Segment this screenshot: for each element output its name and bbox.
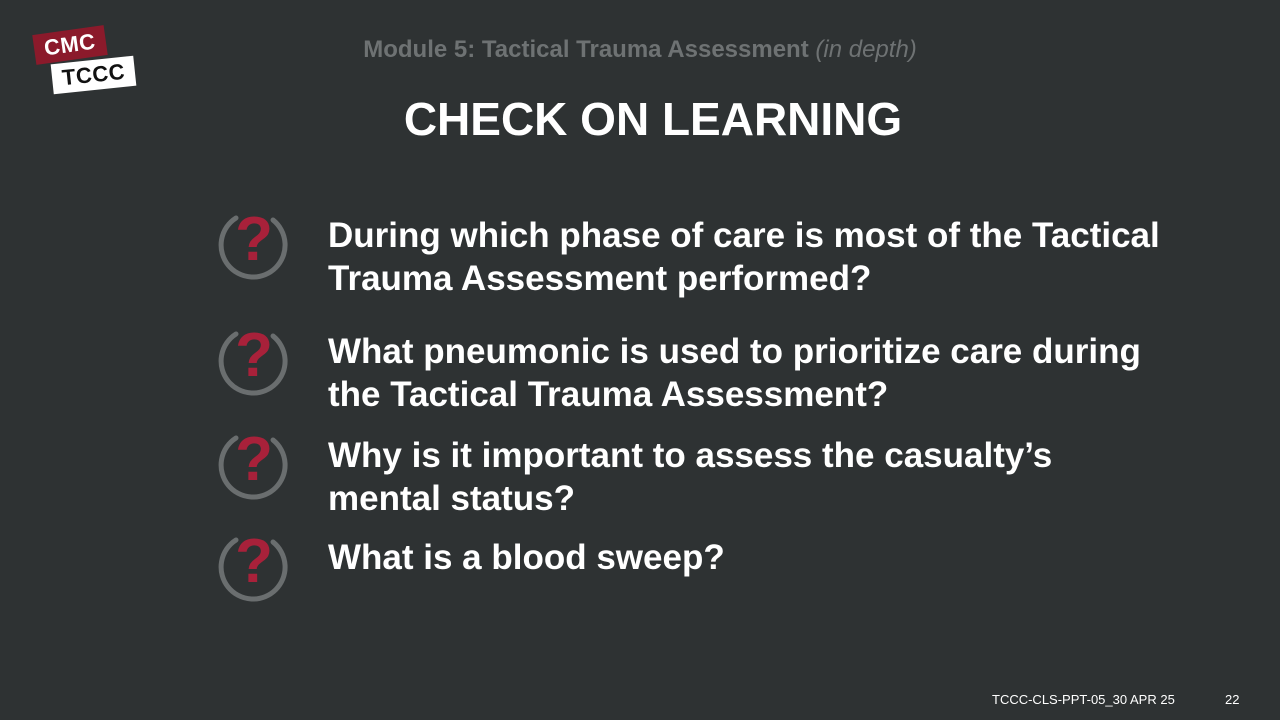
question-mark-icon	[218, 426, 288, 500]
slide-title: CHECK ON LEARNING	[403, 93, 903, 145]
logo-cmc: CMC	[32, 25, 107, 65]
document-id: TCCC-CLS-PPT-05_30 APR 25	[992, 692, 1175, 707]
module-title-main: Module 5: Tactical Trauma Assessment	[363, 36, 809, 63]
question-text: What pneumonic is used to prioritize care during the Tactical Trauma Assessment?	[328, 332, 1141, 414]
svg-text:?: ?	[235, 206, 273, 274]
module-title-subtitle: (in depth)	[815, 36, 917, 63]
question-mark-icon	[218, 206, 288, 280]
question-mark-icon	[218, 528, 288, 602]
logo-tccc: TCCC	[51, 56, 137, 95]
module-title	[0, 36, 1280, 64]
svg-text:?: ?	[235, 528, 273, 596]
svg-text:?: ?	[235, 426, 273, 494]
question-text: During which phase of care is most of the Tactical Trauma Assessment performed?	[328, 216, 1160, 298]
page-number: 22	[1225, 692, 1240, 707]
svg-text:?: ?	[235, 322, 273, 390]
question-mark-icon	[218, 322, 288, 396]
question-text: What is a blood sweep?	[328, 538, 725, 577]
question-text: Why is it important to assess the casualty’s mental status?	[328, 436, 1053, 518]
